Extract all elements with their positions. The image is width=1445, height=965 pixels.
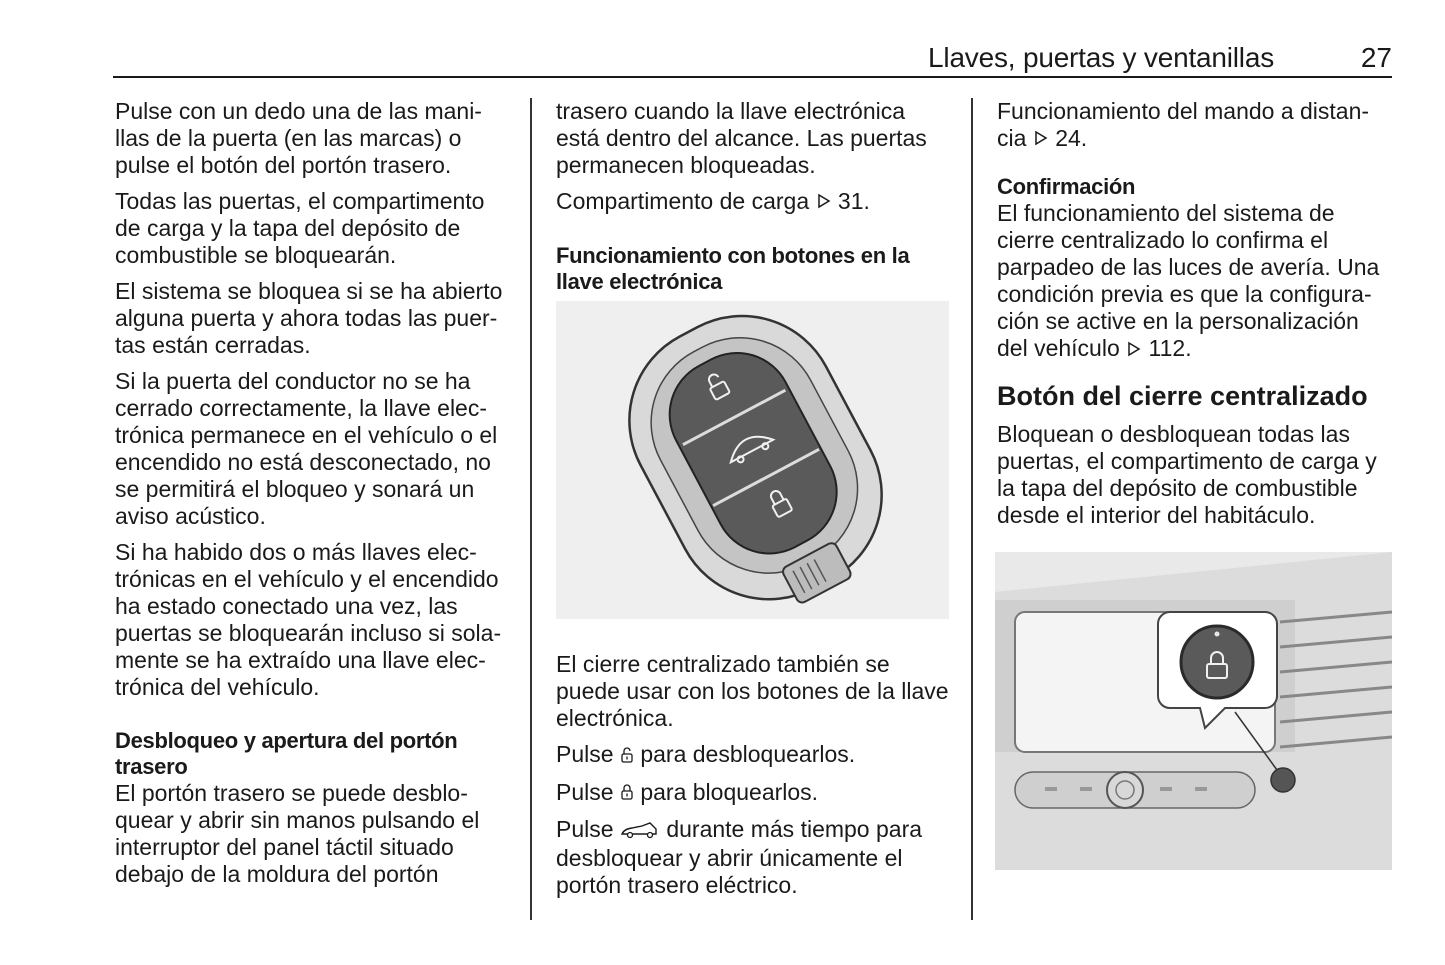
paragraph: Si la puerta del conductor no se ha cerrado correctamente, la llave elec- trónica permanece en el vehículo o el encendido no está desconectado, no se permitirá el bloqueo y sonará un aviso acústico. — [115, 368, 498, 529]
paragraph: El portón trasero se puede desblo- quear y abrir sin manos pulsando el interruptor del panel táctil situado debajo de la moldura del portón — [115, 780, 480, 887]
tailgate-car-icon — [620, 818, 660, 845]
paragraph — [997, 98, 1395, 153]
page-reference-arrow-icon — [1033, 126, 1049, 153]
section-heading: Botón del cierre centralizado — [997, 380, 1368, 411]
paragraph-text: para bloquearlos. — [640, 778, 819, 805]
paragraph — [556, 816, 951, 898]
paragraph: El sistema se bloquea si se ha abierto alguna puerta y ahora todas las puer- tas están cerradas. — [115, 278, 503, 358]
paragraph — [556, 779, 951, 807]
central-locking-button-illustration — [995, 552, 1392, 870]
column-3 — [997, 98, 1395, 538]
chapter-title: Llaves, puertas y ventanillas — [928, 42, 1274, 73]
paragraph: Pulse con un dedo una de las mani- llas de la puerta (en las marcas) o pulse el botón del portón trasero. — [115, 98, 482, 178]
sub-heading: Confirmación — [997, 174, 1136, 200]
paragraph-text: Pulse — [556, 816, 614, 843]
unlock-icon — [620, 743, 634, 770]
page-reference-arrow-icon — [1126, 337, 1142, 364]
paragraph: El cierre centralizado también se puede usar con los botones de la llave electrónica. — [556, 651, 949, 732]
sub-heading: Desbloqueo y apertura del portón trasero — [115, 728, 458, 779]
paragraph: Todas las puertas, el compartimento de carga y la tapa del depósito de combustible se bloquearán. — [115, 188, 485, 268]
paragraph-text: El funcionamiento del sistema de cierre centralizado lo confirma el parpadeo de las luces de avería. Una condición previa es que la configura- ción se active en la personalización del vehículo — [997, 200, 1380, 362]
paragraph-text: Pulse — [556, 778, 614, 805]
reference-page: 112. — [1148, 335, 1192, 362]
column-1 — [115, 98, 515, 897]
paragraph: Bloquean o desbloquean todas las puertas, el compartimento de carga y la tapa del depósito de combustible desde el interior del habitáculo. — [997, 420, 1377, 528]
paragraph — [556, 188, 951, 216]
paragraph — [997, 200, 1395, 363]
reference-page: 31. — [837, 188, 870, 214]
column-divider-1 — [530, 98, 532, 920]
paragraph: Si ha habido dos o más llaves elec- trónicas en el vehículo y el encendido ha estado conectado una vez, las puertas se bloquearán incluso si sola- mente se ha extraído una llave elec- trónica del vehículo. — [115, 539, 502, 700]
column-divider-2 — [971, 98, 973, 920]
paragraph — [556, 741, 951, 769]
reference-page: 24. — [1055, 125, 1088, 151]
paragraph-text: Pulse — [556, 741, 614, 768]
paragraph: trasero cuando la llave electrónica está dentro del alcance. Las puertas permanecen bloqueadas. — [556, 98, 927, 178]
reference-text: Funcionamiento del mando a distan- cia — [997, 98, 1370, 151]
page-reference-arrow-icon — [816, 189, 832, 216]
column-2 — [556, 98, 951, 908]
paragraph-text: durante más tiempo para desbloquear y abrir únicamente el portón trasero eléctrico. — [556, 816, 923, 898]
sub-heading: Funcionamiento con botones en la llave electrónica — [556, 243, 910, 295]
page-number: 27 — [1360, 42, 1392, 73]
paragraph-text: para desbloquearlos. — [640, 741, 856, 768]
lock-icon — [620, 780, 634, 807]
electronic-key-illustration — [556, 301, 949, 619]
page-header — [113, 38, 1392, 78]
reference-text: Compartimento de carga — [556, 188, 810, 214]
